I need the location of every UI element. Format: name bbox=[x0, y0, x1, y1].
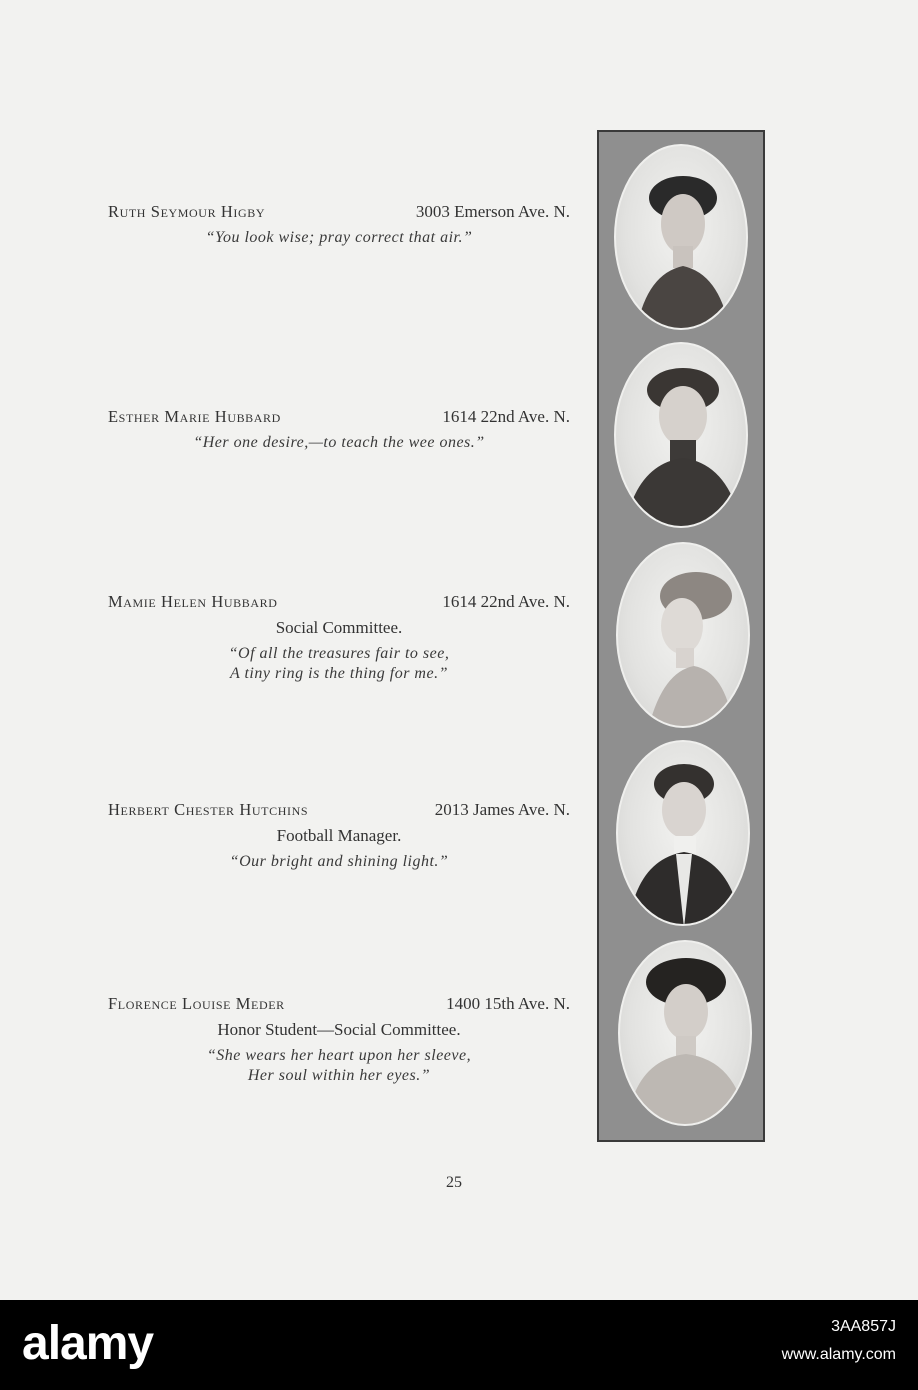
portrait-photo bbox=[614, 144, 748, 330]
student-quote: “Her one desire,—to teach the wee ones.” bbox=[193, 434, 485, 451]
student-entry bbox=[108, 202, 570, 248]
student-entry bbox=[108, 800, 570, 872]
student-quote: “Our bright and shining light.” bbox=[229, 853, 449, 870]
student-name: Esther Marie Hubbard bbox=[108, 407, 281, 426]
student-quote bbox=[108, 644, 570, 684]
student-address: 1614 22nd Ave. N. bbox=[442, 407, 570, 426]
quote-line: “Of all the treasures fair to see, bbox=[228, 645, 450, 662]
quote-line: A tiny ring is the thing for me.” bbox=[230, 665, 448, 682]
student-address: 3003 Emerson Ave. N. bbox=[415, 202, 570, 221]
portrait-photo bbox=[616, 740, 750, 926]
student-address: 1614 22nd Ave. N. bbox=[442, 592, 570, 611]
student-office: Football Manager. bbox=[276, 826, 402, 845]
student-name: Ruth Seymour Higby bbox=[108, 202, 266, 221]
student-office: Honor Student—Social Committee. bbox=[217, 1020, 461, 1039]
student-name: Mamie Helen Hubbard bbox=[108, 592, 278, 611]
student-entry bbox=[108, 994, 570, 1086]
student-quote bbox=[108, 1046, 570, 1086]
student-entry bbox=[108, 407, 570, 453]
student-address: 2013 James Ave. N. bbox=[434, 800, 570, 819]
portrait-photo bbox=[614, 342, 748, 528]
student-office: Social Committee. bbox=[275, 618, 403, 637]
student-quote: “You look wise; pray correct that air.” bbox=[205, 229, 473, 246]
portrait-photo bbox=[616, 542, 750, 728]
quote-line: Her soul within her eyes.” bbox=[247, 1067, 431, 1084]
student-address: 1400 15th Ave. N. bbox=[446, 994, 570, 1013]
portrait-photo bbox=[618, 940, 752, 1126]
watermark-url: www.alamy.com bbox=[781, 1346, 896, 1363]
student-entry bbox=[108, 592, 570, 684]
image-id: 3AA857J bbox=[831, 1318, 896, 1335]
student-name: Herbert Chester Hutchins bbox=[108, 800, 309, 819]
page-number: 25 bbox=[446, 1174, 462, 1191]
student-name: Florence Louise Meder bbox=[108, 994, 285, 1013]
quote-line: “She wears her heart upon her sleeve, bbox=[206, 1047, 472, 1064]
portrait-strip bbox=[597, 130, 765, 1142]
alamy-logo: alamy bbox=[22, 1317, 154, 1370]
